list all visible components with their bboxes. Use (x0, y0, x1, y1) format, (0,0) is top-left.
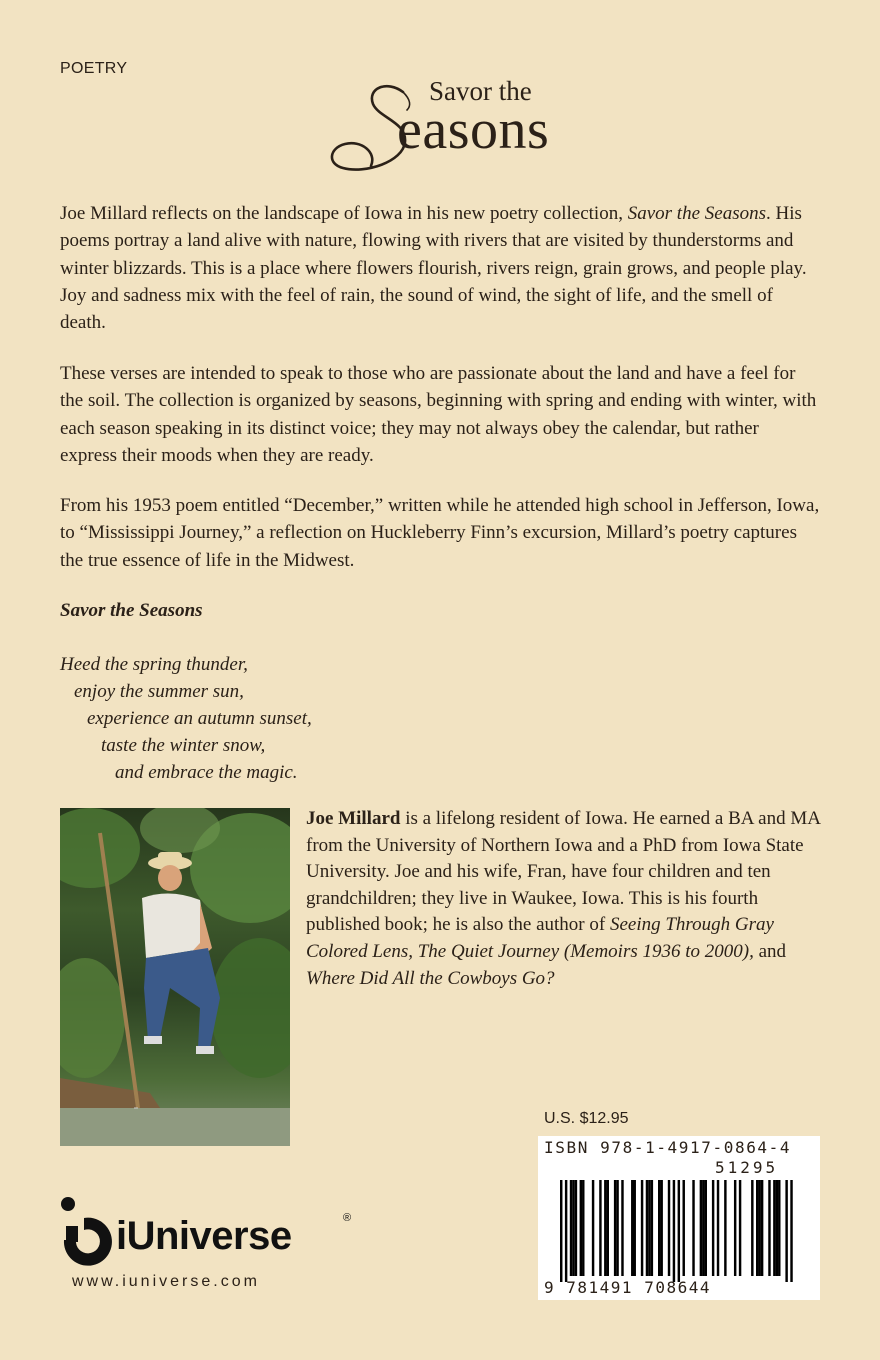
barcode-bar (565, 1180, 567, 1282)
author-photo (60, 808, 290, 1146)
paragraph-1-segment: . His poems portray a land alive with nature, flowing with rivers that are visited by thunderstorms and winter blizzards. This is a place where flowers flourish, rivers reign, grain grows, and people play. Joy and sadness mix with the feel of rain, the sound of wind, the sight of life, and the smell of death. (60, 203, 807, 334)
barcode-bar (702, 1180, 704, 1276)
barcode-bar (648, 1180, 650, 1276)
barcode-bar (773, 1180, 775, 1276)
barcode-bar (751, 1180, 753, 1276)
barcode-bar (692, 1180, 694, 1276)
barcode-bar (572, 1180, 574, 1276)
barcode-bar (668, 1180, 670, 1276)
ean-digits: 9 781491 708644 (544, 1278, 711, 1297)
poem-line-5: and embrace the magic. (115, 762, 298, 783)
barcode-bar (756, 1180, 758, 1276)
barcode-bar (575, 1180, 577, 1276)
barcode-bar (616, 1180, 618, 1276)
barcode-bar (582, 1180, 584, 1276)
barcode-bar (673, 1180, 675, 1282)
poem-line-4: taste the winter snow, (101, 735, 266, 756)
barcode-bar (724, 1180, 726, 1276)
price-label: U.S. $12.95 (544, 1110, 629, 1127)
bio-segment: Joe Millard (306, 808, 401, 829)
isbn-text: ISBN 978-1-4917-0864-4 (544, 1138, 792, 1157)
barcode-bar (717, 1180, 719, 1276)
price-code: 51295 (715, 1158, 779, 1177)
paragraph-1-segment: Joe Millard reflects on the landscape of Iowa in his new poetry collection, (60, 203, 628, 224)
barcode-bar (758, 1180, 760, 1276)
barcode-bar (634, 1180, 636, 1276)
poem-line-2: enjoy the summer sun, (74, 681, 244, 702)
barcode-bar (599, 1180, 601, 1276)
poem-title: Savor the Seasons (60, 600, 203, 621)
barcode-bar (660, 1180, 662, 1276)
barcode-bar (646, 1180, 648, 1276)
description-paragraph-1 (60, 200, 820, 336)
bio-segment: is a lifelong resident of Iowa. He earned a BA and MA from the University of Northern Iowa and a PhD from Iowa State University. Joe and his wife, Fran, have four children and ten grandchildren; they live in Waukee, Iowa. This is his fourth published book; he is also the author of (306, 808, 820, 936)
barcode-bar (778, 1180, 780, 1276)
barcode-bar (641, 1180, 643, 1276)
description-paragraph-3 (60, 492, 820, 574)
barcode-bar (761, 1180, 763, 1276)
title-big: easons (397, 99, 550, 161)
barcode-bar (631, 1180, 633, 1276)
barcode-bars (538, 1136, 820, 1300)
paragraph-1-segment: Savor the Seasons (627, 203, 766, 224)
book-title (325, 70, 585, 180)
paragraph-3-segment: From his 1953 poem entitled “December,” written while he attended high school in Jefferson, Iowa, to “Mississippi Journey,” a reflection on Huckleberry Finn’s excursion, Millard’s poetry captures the true essence of life in the Midwest. (60, 495, 820, 571)
barcode-bar (607, 1180, 609, 1276)
registered-mark: ® (343, 1212, 352, 1224)
barcode-bar (580, 1180, 582, 1276)
barcode-bar (785, 1180, 787, 1282)
barcode-bar (712, 1180, 714, 1276)
barcode-bar (700, 1180, 702, 1276)
title-small: Savor the (429, 76, 532, 106)
barcode-bar (570, 1180, 572, 1276)
isbn-barcode (538, 1136, 820, 1300)
publisher-name: iUniverse (116, 1214, 292, 1258)
barcode-bar (621, 1180, 623, 1276)
barcode-bar (592, 1180, 594, 1276)
barcode-bar (604, 1180, 606, 1276)
bio-segment: and (753, 940, 787, 962)
iuniverse-logo-icon (60, 1196, 120, 1266)
barcode-bar (768, 1180, 770, 1276)
barcode-bar (734, 1180, 736, 1276)
barcode-bar (560, 1180, 562, 1282)
barcode-bar (678, 1180, 680, 1282)
paragraph-2-segment: These verses are intended to speak to those who are passionate about the land and have a feel for the soil. The collection is organized by seasons, beginning with spring and ending with winter, with each season speaking in its distinct voice; they may not always obey the calendar, but rather express their moods when they are ready. (60, 363, 817, 466)
barcode-bar (651, 1180, 653, 1276)
author-bio (306, 806, 821, 992)
category-label: POETRY (60, 60, 128, 77)
description-paragraph-2 (60, 360, 820, 469)
poem-line-1: Heed the spring thunder, (60, 654, 248, 675)
barcode-bar (683, 1180, 685, 1276)
barcode-bar (776, 1180, 778, 1276)
publisher-url: www.iuniverse.com (72, 1273, 260, 1290)
poem-line-3: experience an autumn sunset, (87, 708, 312, 729)
barcode-bar (614, 1180, 616, 1276)
barcode-bar (705, 1180, 707, 1276)
barcode-bar (739, 1180, 741, 1276)
bio-segment: Where Did All the Cowboys Go? (306, 967, 555, 989)
barcode-bar (658, 1180, 660, 1276)
bio-segment: Seeing Through Gray Colored Lens, The Quiet Journey (Memoirs 1936 to 2000), (306, 914, 774, 962)
barcode-bar (790, 1180, 792, 1282)
